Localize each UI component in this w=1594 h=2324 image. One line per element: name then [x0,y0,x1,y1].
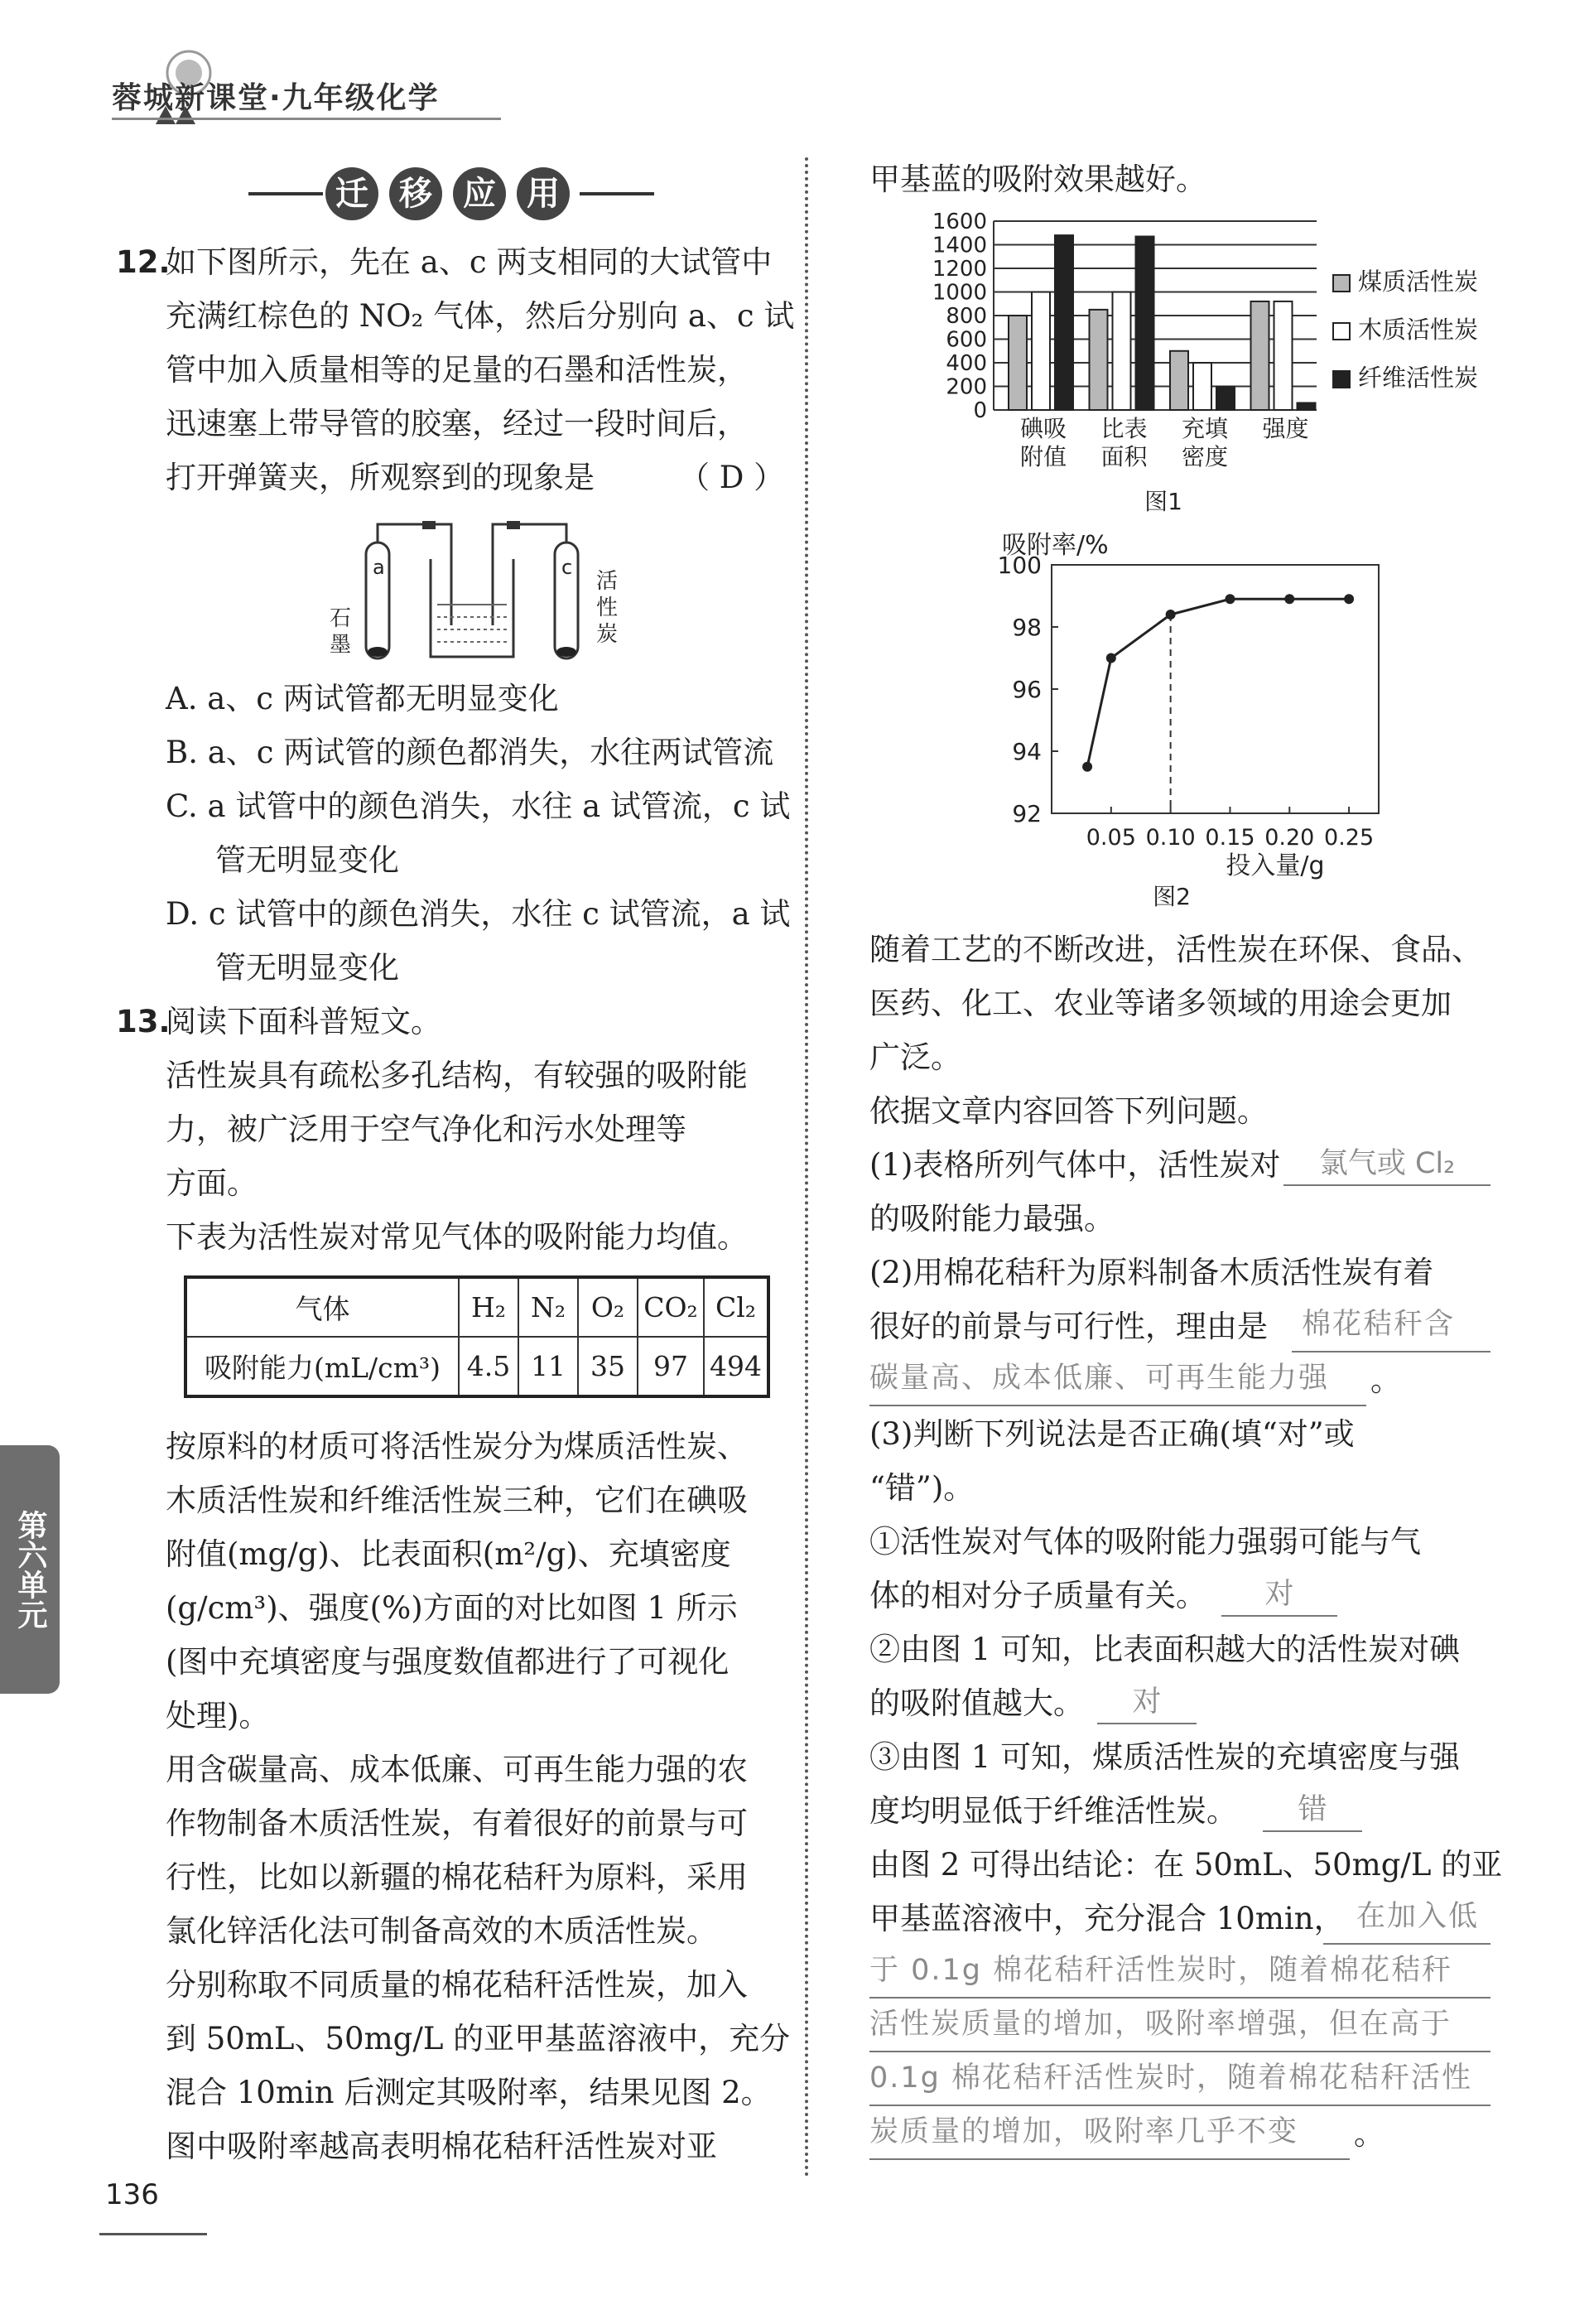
sub1-text: (1)表格所列气体中，活性炭对 [869,1147,1281,1183]
bar-煤质活性炭 [1009,316,1027,410]
q12-option-d: D. c 试管中的颜色消失，水往 c 试管流，a 试 [166,896,791,932]
bar-煤质活性炭 [1170,351,1188,410]
q13-para1: 力，被广泛用于空气净化和污水处理等 [166,1111,686,1147]
bar-煤质活性炭 [1090,310,1108,410]
sub2-answer: 碳量高、成本低廉、可再生能力强 [869,1352,1366,1406]
x-category-label: 比表 [1100,415,1148,442]
conclusion-answer: 活性炭质量的增加，吸附率增强，但在高于 [869,1998,1490,2052]
graphite-label: 石 [330,606,352,631]
conclusion-answer: 在加入低 [1323,1890,1490,1945]
sub1-text: 的吸附能力最强。 [869,1201,1115,1237]
x-category-label: 充填 [1181,415,1229,442]
x-tick-label: 0.05 [1086,825,1136,851]
carbon-label: 活 [596,569,619,594]
q13-para3: 混合 10min 后测定其吸附率，结果见图 2。 [166,2075,772,2110]
sub2-text: (2)用棉花秸秆为原料制备木质活性炭有着 [869,1255,1434,1290]
y-tick-label: 1600 [932,211,987,234]
y-tick-label: 96 [1012,676,1042,703]
tube-c-label: c [561,556,573,579]
data-point [1106,653,1116,663]
q12-answer: （ D ） [679,460,785,495]
q13-para1: 活性炭具有疏松多孔结构，有较强的吸附能 [166,1058,748,1093]
legend-swatch [1333,323,1350,340]
x-tick-label: 0.20 [1264,825,1315,851]
legend-label: 纤维活性炭 [1358,364,1479,392]
carbon-label: 炭 [596,622,619,647]
adsorption-table [184,1275,770,1398]
q12-option-a: A. a、c 两试管都无明显变化 [166,681,559,716]
question-12-number: 12. [116,244,171,280]
y-tick-label: 0 [973,398,987,423]
figure-2-ylabel: 吸附率/% [1002,531,1109,560]
y-tick-label: 100 [997,552,1042,579]
carbon-label: 性 [596,595,619,620]
page-number: 136 [105,2178,159,2211]
legend-label: 煤质活性炭 [1358,268,1479,296]
q13-para4: 医药、化工、农业等诸多领域的用途会更加 [869,986,1452,1021]
judge-3-answer: 错 [1263,1789,1362,1832]
table-cell: CO₂ [638,1277,704,1337]
right-top-text: 甲基蓝的吸附效果越好。 [869,162,1206,197]
table-cell: Cl₂ [704,1277,768,1337]
q13-para1: 方面。 [166,1165,258,1201]
figure-1-title: 图1 [1144,488,1182,515]
section-dash-left [248,192,323,195]
table-cell: 97 [638,1337,704,1396]
section-char: 迁 [325,167,378,220]
section-char: 移 [389,167,442,220]
q12-option-b: B. a、c 两试管的颜色都消失，水往两试管流 [166,735,774,770]
x-category-label: 强度 [1262,415,1309,442]
judge-1: 体的相对分子质量有关。 [869,1578,1206,1613]
table-cell: N₂ [518,1277,578,1337]
q12-option-d-cont: 管无明显变化 [215,950,399,986]
q12-line: 充满红棕色的 NO₂ 气体，然后分别向 a、c 试 [166,298,795,334]
sub2-end: 。 [1370,1362,1401,1398]
table-cell: 494 [704,1337,768,1396]
unit-side-tab: 第六单元 [0,1445,60,1694]
q13-para2: 附值(mg/g)、比表面积(m²/g)、充填密度 [166,1536,731,1572]
conclusion-text: 甲基蓝溶液中，充分混合 10min， [869,1901,1345,1936]
q13-para4: 随着工艺的不断改进，活性炭在环保、食品、 [869,932,1482,967]
table-cell: H₂ [459,1277,518,1337]
judge-2: 的吸附值越大。 [869,1685,1084,1721]
bar-木质活性炭 [1193,363,1211,410]
x-category-label: 面积 [1100,443,1148,470]
sub2-answer: 棉花秸秆含 [1292,1298,1490,1352]
bar-纤维活性炭 [1216,387,1235,411]
q13-para2: (图中充填密度与强度数值都进行了可视化 [166,1644,730,1680]
x-category-label: 密度 [1181,443,1229,470]
conclusion-answer: 于 0.1g 棉花秸秆活性炭时，随着棉花秸秆 [869,1944,1490,1999]
q13-para2: 木质活性炭和纤维活性炭三种，它们在碘吸 [166,1483,748,1518]
q12-line: 打开弹簧夹，所观察到的现象是 [166,460,595,495]
header-divider [112,118,501,120]
data-point [1166,610,1176,620]
data-point [1082,762,1092,772]
adsorption-rate-line [1087,599,1349,767]
judge-1: ①活性炭对气体的吸附能力强弱可能与气 [869,1524,1421,1560]
legend-swatch [1333,371,1350,388]
table-cell: 35 [578,1337,638,1396]
table-row [185,1277,768,1337]
x-category-label: 附值 [1019,443,1067,470]
section-char: 应 [453,167,506,220]
q13-para3: 分别称取不同质量的棉花秸秆活性炭，加入 [166,1967,748,2003]
q13-prompt: 依据文章内容回答下列问题。 [869,1093,1268,1129]
y-tick-label: 1200 [932,257,987,282]
bar-木质活性炭 [1113,292,1131,411]
table-cell: 吸附能力(mL/cm³) [185,1337,459,1396]
data-point [1344,594,1354,604]
tube-a-label: a [373,556,385,579]
bar-木质活性炭 [1274,301,1293,410]
section-dash-right [580,192,654,195]
q12-line: 迅速塞上带导管的胶塞，经过一段时间后， [166,406,748,441]
figure-2-xlabel: 投入量/g [1226,851,1325,880]
q13-intro: 阅读下面科普短文。 [166,1004,441,1039]
judge-2: ②由图 1 可知，比表面积越大的活性炭对碘 [869,1632,1461,1667]
sub2-text: 很好的前景与可行性，理由是 [869,1309,1268,1344]
y-tick-label: 98 [1012,614,1042,641]
y-tick-label: 94 [1012,738,1042,765]
x-category-label: 碘吸 [1019,415,1067,442]
section-char: 用 [517,167,570,220]
x-tick-label: 0.25 [1324,825,1375,851]
x-tick-label: 0.10 [1145,825,1196,851]
conclusion-end: 。 [1354,2116,1385,2152]
y-tick-label: 1000 [932,280,987,306]
bar-纤维活性炭 [1298,403,1316,410]
q12-option-c-cont: 管无明显变化 [215,842,399,878]
graphite-label: 墨 [330,633,352,658]
q13-para3: 用含碳量高、成本低廉、可再生能力强的农 [166,1752,748,1787]
table-cell: O₂ [578,1277,638,1337]
page-number-underline [99,2233,207,2235]
q13-para4: 广泛。 [869,1039,961,1075]
column-divider [805,157,808,2178]
q13-para2: 处理)。 [166,1698,270,1733]
conclusion-answer: 0.1g 棉花秸秆活性炭时，随着棉花秸秆活性 [869,2052,1490,2106]
table-cell: 气体 [185,1277,459,1337]
y-tick-label: 400 [946,351,987,376]
q13-para3: 到 50mL、50mg/L 的亚甲基蓝溶液中，充分 [166,2021,791,2056]
table-cell: 11 [518,1337,578,1396]
legend-swatch [1333,275,1350,292]
sub1-answer: 氯气或 Cl₂ [1283,1143,1490,1186]
conclusion-text: 由图 2 可得出结论：在 50mL、50mg/L 的亚 [869,1847,1503,1883]
apparatus-diagram [323,509,638,675]
y-tick-label: 1400 [932,233,987,258]
bar-纤维活性炭 [1055,235,1073,410]
q13-para3: 氯化锌活化法可制备高效的木质活性炭。 [166,1913,717,1949]
judge-3: ③由图 1 可知，煤质活性炭的充填密度与强 [869,1739,1461,1775]
judge-2-answer: 对 [1097,1681,1197,1724]
judge-1-answer: 对 [1221,1574,1337,1617]
y-tick-label: 92 [1012,800,1042,827]
table-row [185,1337,768,1396]
q13-para3: 作物制备木质活性炭，有着很好的前景与可 [166,1806,748,1841]
conclusion-answer: 炭质量的增加，吸附率几乎不变 [869,2105,1350,2160]
y-tick-label: 800 [946,304,987,329]
bar-纤维活性炭 [1136,237,1154,410]
q13-para3: 图中吸附率越高表明棉花秸秆活性炭对亚 [166,2129,717,2164]
y-tick-label: 600 [946,327,987,353]
q13-para2: 按原料的材质可将活性炭分为煤质活性炭、 [166,1429,748,1464]
table-cell: 4.5 [459,1337,518,1396]
legend-label: 木质活性炭 [1358,316,1479,344]
sub3-text: “错”)。 [869,1470,975,1506]
question-13-number: 13. [116,1004,171,1039]
figure-1-bar-chart [869,211,1499,518]
judge-3: 度均明显低于纤维活性炭。 [869,1793,1237,1829]
y-tick-label: 200 [946,374,987,400]
x-tick-label: 0.15 [1205,825,1255,851]
data-point [1225,594,1235,604]
q12-line: 管中加入质量相等的足量的石墨和活性炭， [166,352,748,388]
figure-2-title: 图2 [1153,883,1191,910]
q13-table-intro: 下表为活性炭对常见气体的吸附能力均值。 [166,1219,748,1255]
bar-木质活性炭 [1032,292,1050,411]
q12-line: 如下图所示，先在 a、c 两支相同的大试管中 [166,244,773,280]
header-title: 蓉城新课堂·九年级化学 [112,81,440,115]
bar-煤质活性炭 [1251,301,1269,410]
sub3-text: (3)判断下列说法是否正确(填“对”或 [869,1416,1355,1452]
q13-para3: 行性，比如以新疆的棉花秸秆为原料，采用 [166,1859,748,1895]
q13-para2: (g/cm³)、强度(%)方面的对比如图 1 所示 [166,1590,738,1626]
figure-2-line-chart [903,522,1399,911]
data-point [1284,594,1294,604]
q12-option-c: C. a 试管中的颜色消失，水往 a 试管流，c 试 [166,788,791,824]
